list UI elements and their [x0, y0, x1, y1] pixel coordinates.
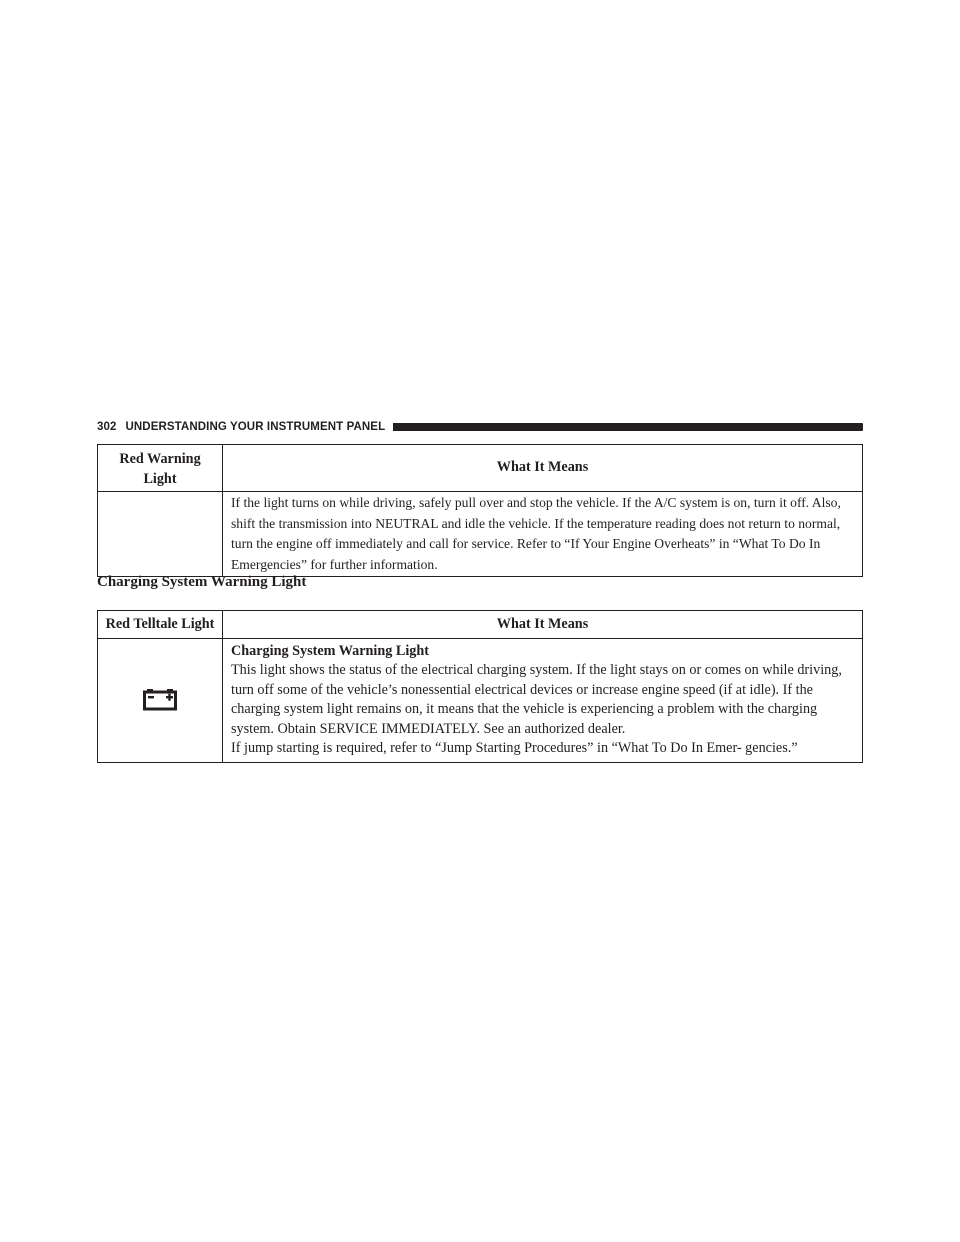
header-rule — [393, 423, 863, 431]
description-title: Charging System Warning Light — [231, 642, 430, 659]
column-header-light: Red Telltale Light — [98, 611, 223, 639]
page-number: 302 — [97, 421, 117, 433]
table-row — [98, 638, 863, 762]
warning-light-table — [97, 444, 863, 577]
page-header — [97, 420, 863, 434]
battery-icon — [142, 687, 178, 718]
column-header-meaning: What It Means — [223, 445, 863, 492]
section-title: UNDERSTANDING YOUR INSTRUMENT PANEL — [125, 421, 386, 433]
description-note: If jump starting is required, refer to “Jump Starting Procedures” in “What To Do In Emer- gencies.” — [231, 740, 798, 756]
description-cell — [223, 492, 863, 577]
table-header-row — [98, 611, 863, 639]
table-row — [98, 492, 863, 577]
charging-telltale-table — [97, 610, 863, 763]
description-text: This light shows the status of the electrical charging system. If the light stays on or comes on while driving, turn off some of the vehicle’s nonessential electrical devices or increase engine speed (if at idle). If the charging system light remains on, it means that the vehicle is experiencing a problem with the charging system. Obtain SERVICE IMMEDIATELY. See an authorized dealer. — [231, 662, 842, 737]
icon-cell — [98, 492, 223, 577]
section-heading: Charging System Warning Light — [97, 574, 307, 590]
description-text: If the light turns on while driving, safely pull over and stop the vehicle. If the A/C system is on, turn it off. Also, shift the transmission into NEUTRAL and idle the vehicle. If the temperature reading does not return to normal, turn the engine off immediately and call for service. Refer to “If Your Engine Overheats” in “What To Do In Emergencies” for further information. — [231, 495, 841, 572]
icon-cell — [98, 638, 223, 762]
column-header-meaning: What It Means — [223, 611, 863, 639]
table-header-row — [98, 445, 863, 492]
description-cell — [223, 638, 863, 762]
column-header-light: Red Warning Light — [98, 445, 223, 492]
